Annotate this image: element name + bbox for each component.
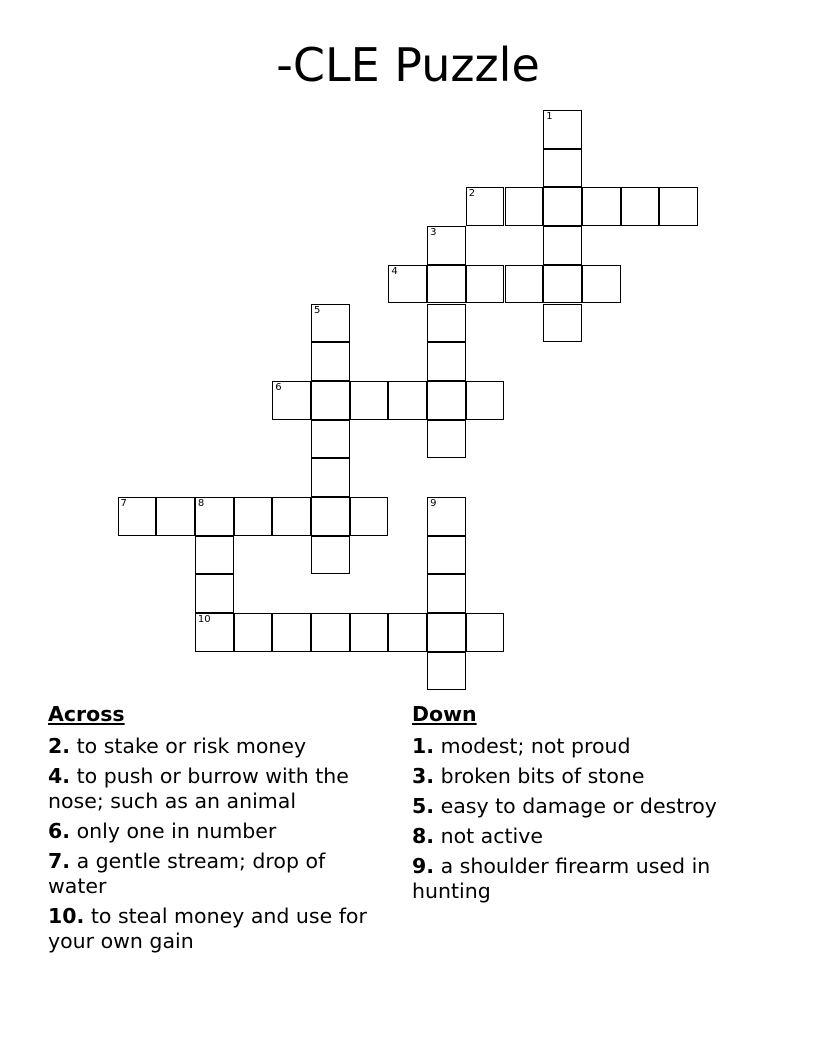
grid-cell[interactable] [582, 187, 621, 226]
grid-cell[interactable] [234, 497, 273, 536]
cell-number: 3 [430, 227, 437, 239]
clue-down-3 [412, 764, 742, 789]
puzzle-title: -CLE Puzzle [276, 38, 540, 92]
grid-cell[interactable] [505, 265, 544, 304]
clue-text: broken bits of stone [440, 764, 645, 788]
cell-number: 7 [120, 498, 127, 509]
cell-number: 6 [275, 381, 282, 393]
clue-number: 8. [412, 824, 435, 848]
clue-number: 4. [48, 764, 71, 788]
clue-across-7 [48, 849, 378, 899]
clue-text: easy to damage or destroy [440, 794, 717, 818]
clue-down-5 [412, 794, 742, 819]
grid-cell[interactable] [311, 497, 350, 536]
grid-cell[interactable] [543, 110, 582, 149]
grid-cell[interactable] [582, 265, 621, 304]
cell-number: 2 [468, 188, 476, 200]
grid-cell[interactable] [350, 381, 389, 420]
clue-across-4 [48, 764, 378, 814]
down-clues [412, 702, 742, 909]
cell-number: 9 [430, 498, 437, 509]
down-heading: Down [412, 702, 477, 726]
grid-cell[interactable] [427, 497, 466, 536]
clue-number: 10. [48, 904, 85, 928]
grid-cell[interactable] [195, 613, 234, 652]
grid-cell[interactable] [427, 304, 466, 343]
grid-cell[interactable] [272, 497, 311, 536]
clue-across-10 [48, 904, 378, 954]
cell-number: 4 [391, 265, 398, 277]
clue-text: to stake or risk money [76, 734, 307, 758]
grid-cell[interactable] [234, 613, 273, 652]
clue-text: a gentle stream; drop of water [48, 849, 326, 898]
grid-cell[interactable] [466, 187, 505, 226]
clue-number: 5. [412, 794, 435, 818]
grid-cell[interactable] [427, 574, 466, 613]
clue-text: a shoulder firearm used in hunting [412, 854, 711, 903]
grid-cell[interactable] [659, 187, 698, 226]
grid-cell[interactable] [195, 536, 234, 575]
grid-cell[interactable] [156, 497, 195, 536]
clue-across-6 [48, 819, 378, 844]
clue-number: 6. [48, 819, 71, 843]
grid-cell[interactable] [350, 497, 389, 536]
grid-cell[interactable] [118, 497, 157, 536]
grid-cell[interactable] [311, 458, 350, 497]
grid-cell[interactable] [543, 265, 582, 304]
clue-across-2 [48, 734, 378, 759]
grid-cell[interactable] [388, 381, 427, 420]
grid-cell[interactable] [427, 536, 466, 575]
grid-cell[interactable] [427, 226, 466, 265]
grid-cell[interactable] [427, 613, 466, 652]
grid-cell[interactable] [621, 187, 660, 226]
grid-cell[interactable] [311, 304, 350, 343]
grid-cell[interactable] [388, 265, 427, 304]
grid-cell[interactable] [272, 613, 311, 652]
grid-cell[interactable] [466, 613, 505, 652]
clue-number: 2. [48, 734, 71, 758]
grid-cell[interactable] [311, 420, 350, 459]
clue-text: not active [440, 824, 543, 848]
grid-cell[interactable] [311, 381, 350, 420]
cell-number: 8 [197, 498, 205, 509]
cell-number: 1 [546, 111, 553, 122]
grid-cell[interactable] [311, 536, 350, 575]
cell-number: 10 [197, 614, 211, 626]
clue-down-9 [412, 854, 742, 904]
clue-number: 1. [412, 734, 435, 758]
grid-cell[interactable] [311, 342, 350, 381]
grid-cell[interactable] [543, 187, 582, 226]
clue-number: 9. [412, 854, 435, 878]
clue-text: only one in number [76, 819, 277, 843]
grid-cell[interactable] [388, 613, 427, 652]
grid-cell[interactable] [311, 613, 350, 652]
clue-down-8 [412, 824, 742, 849]
grid-cell[interactable] [466, 265, 505, 304]
clue-text: to steal money and use for your own gain [48, 904, 367, 953]
clue-number: 7. [48, 849, 71, 873]
grid-cell[interactable] [543, 226, 582, 265]
grid-cell[interactable] [427, 342, 466, 381]
clue-text: to push or burrow with the nose; such as an animal [48, 764, 349, 813]
grid-cell[interactable] [427, 265, 466, 304]
grid-cell[interactable] [272, 381, 311, 420]
grid-cell[interactable] [543, 304, 582, 343]
grid-cell[interactable] [195, 497, 234, 536]
grid-cell[interactable] [427, 420, 466, 459]
grid-cell[interactable] [195, 574, 234, 613]
grid-cell[interactable] [466, 381, 505, 420]
grid-cell[interactable] [543, 149, 582, 188]
grid-cell[interactable] [427, 652, 466, 691]
grid-cell[interactable] [505, 187, 544, 226]
across-heading: Across [48, 702, 125, 726]
clue-number: 3. [412, 764, 435, 788]
across-clues [48, 702, 378, 959]
grid-cell[interactable] [427, 381, 466, 420]
cell-number: 5 [314, 304, 321, 316]
clue-text: modest; not proud [440, 734, 631, 758]
grid-cell[interactable] [350, 613, 389, 652]
clue-down-1 [412, 734, 742, 759]
